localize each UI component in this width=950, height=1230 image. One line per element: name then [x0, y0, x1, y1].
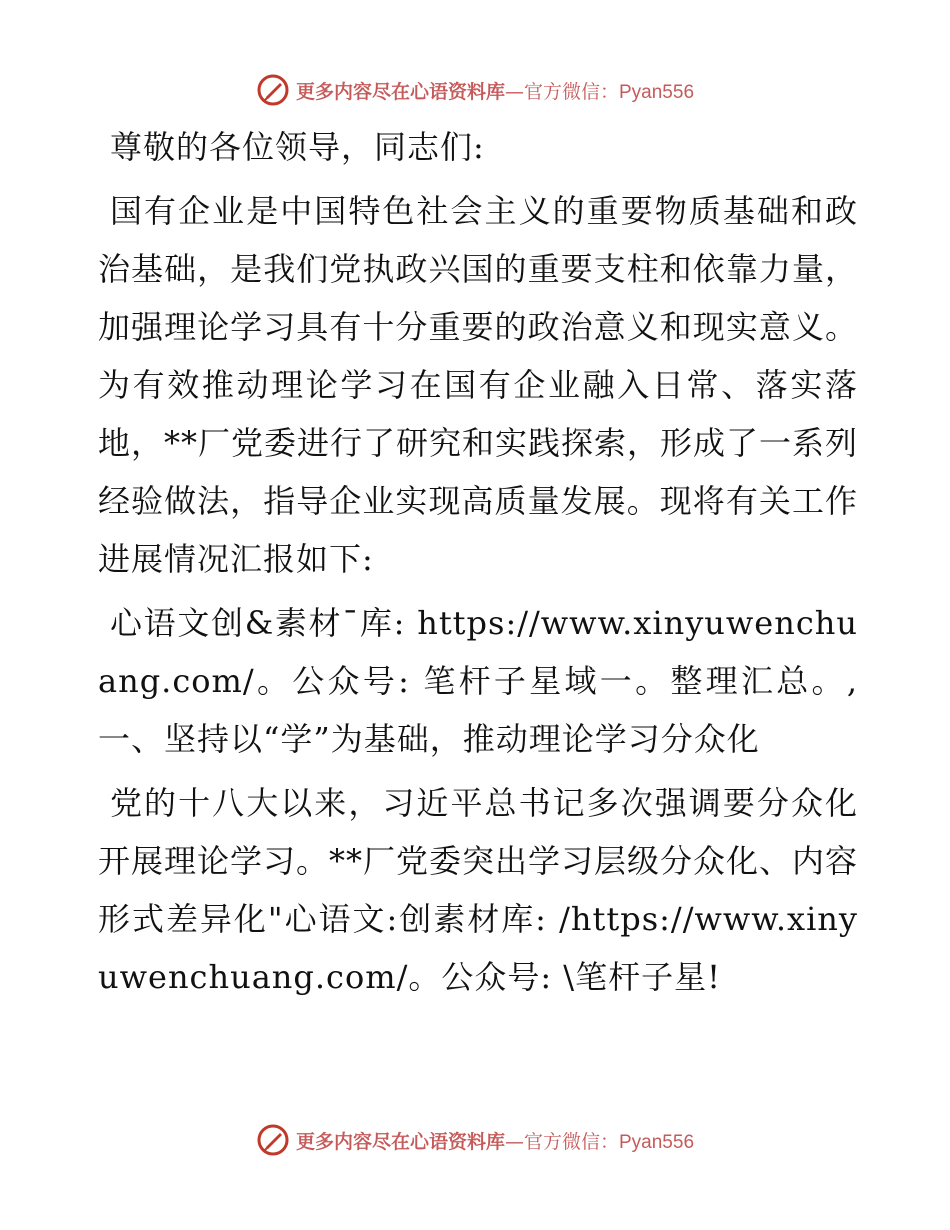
banner-text — [296, 1127, 694, 1154]
paragraph-1: 国有企业是中国特色社会主义的重要物质基础和政治基础，是我们党执政兴国的重要支柱和依靠力量，加强理论学习具有十分重要的政治意义和现实意义。为有效推动理论学习在国有企业融入日常、落实落地，**厂党委进行了研究和实践探索，形成了一系列经验做法，指导企业实现高质量发展。现将有关工作进展情况汇报如下: — [98, 192, 859, 578]
banner-text — [296, 77, 694, 104]
quill-stamp-icon — [256, 1123, 290, 1157]
header-banner — [0, 70, 950, 110]
banner-wechat-label: 官方微信： — [523, 1130, 619, 1153]
banner-dash: — — [504, 80, 524, 103]
paragraph-2: 心语文创&素材¯库: https://www.xinyuwenchuang.com/。公众号: 笔杆子星域一。整理汇总。,一、坚持以“学”为基础，推动理论学习分众化 — [98, 604, 858, 758]
paragraph-3: 党的十八大以来，习近平总书记多次强调要分众化开展理论学习。**厂党委突出学习层级分众化、内容形式差异化"心语文:创素材库: /https://www.xinyuwenchuang.com/。公众号: \笔杆子星! — [98, 784, 859, 996]
banner-wechat-label: 官方微信： — [523, 80, 619, 103]
document-body — [98, 118, 858, 1012]
quill-stamp-icon — [256, 73, 290, 107]
banner-main-text: 更多内容尽在心语资料库 — [295, 80, 505, 103]
banner-main-text: 更多内容尽在心语资料库 — [295, 1130, 505, 1153]
footer-banner — [0, 1120, 950, 1160]
banner-dash: — — [504, 1130, 524, 1153]
banner-wechat-id: Pyan556 — [619, 81, 695, 103]
greeting: 尊敬的各位领导，同志们: — [110, 128, 485, 166]
banner-wechat-id: Pyan556 — [619, 1131, 695, 1153]
